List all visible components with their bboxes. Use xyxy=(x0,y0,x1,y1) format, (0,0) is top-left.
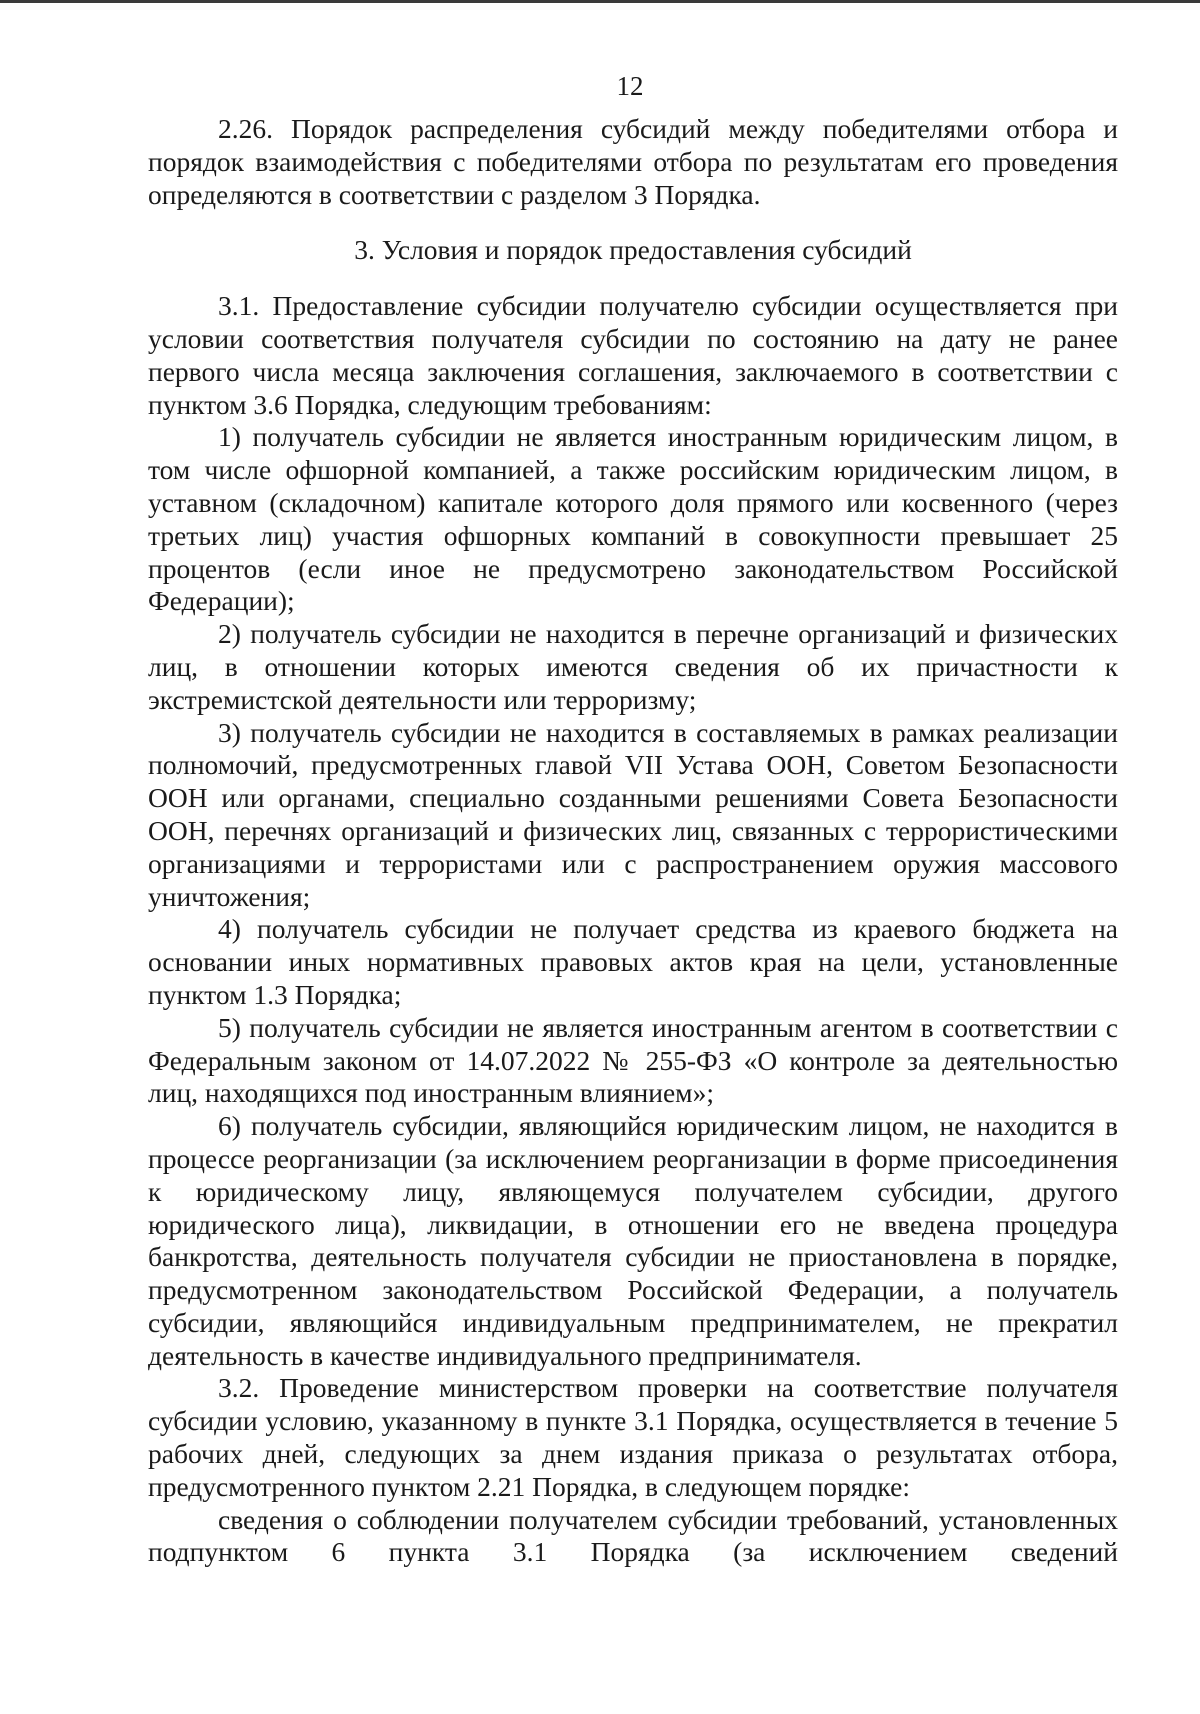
requirement-item-3: 3) получатель субсидии не находится в составляемых в рамках реализации полномочий, предусмотренных главой VII Устава ООН, Советом Безопасности ООН или органами, специально созданными решениями Совета Безопасности ООН, перечнях организаций и физических лиц, связанных с террористическими организациями и террористами или с распространением оружия массового уничтожения; xyxy=(148,716,1118,912)
page-number: 12 xyxy=(616,71,644,101)
section-heading: 3. Условия и порядок предоставления субсидий xyxy=(354,234,912,266)
paragraph-3-2: 3.2. Проведение министерством проверки на соответствие получателя субсидии условию, указанному в пункте 3.1 Порядка, осуществляется в течение 5 рабочих дней, следующих за днем издания приказа о результатах отбора, предусмотренного пунктом 2.21 Порядка, в следующем порядке: xyxy=(148,1372,1118,1502)
paragraph-3-1: 3.1. Предоставление субсидии получателю субсидии осуществляется при условии соответствия получателя субсидии по состоянию на дату не ранее первого числа месяца заключения соглашения, заключаемого в соответствии с пунктом 3.6 Порядка, следующим требованиям: xyxy=(148,290,1118,420)
paragraph-svedeniya: сведения о соблюдении получателем субсидии требований, установленных подпунктом 6 пункта 3.1 Порядка (за исключением сведений xyxy=(148,1503,1118,1568)
requirement-item-6: 6) получатель субсидии, являющийся юридическим лицом, не находится в процессе реорганизации (за исключением реорганизации в форме присоединения к юридическому лицу, являющемуся получателем субсидии, другого юридического лица), ликвидации, в отношении его не введена процедура банкротства, деятельность получателя субсидии не приостановлена в порядке, предусмотренном законодательством Российской Федерации, а получатель субсидии, являющийся индивидуальным предпринимателем, не прекратил деятельность в качестве индивидуального предпринимателя. xyxy=(148,1110,1118,1371)
scan-top-edge xyxy=(0,0,1200,3)
requirement-item-2: 2) получатель субсидии не находится в перечне организаций и физических лиц, в отношении которых имеются сведения об их причастности к экстремистской деятельности или терроризму; xyxy=(148,618,1118,715)
requirement-item-5: 5) получатель субсидии не является иностранным агентом в соответствии с Федеральным законом от 14.07.2022 № 255-ФЗ «О контроле за деятельностью лиц, находящихся под иностранным влиянием»; xyxy=(148,1011,1118,1109)
document-body xyxy=(148,113,1118,1569)
requirement-item-4: 4) получатель субсидии не получает средства из краевого бюджета на основании иных нормативных правовых актов края на цели, установленные пунктом 1.3 Порядка; xyxy=(148,913,1118,1010)
requirement-item-1: 1) получатель субсидии не является иностранным юридическим лицом, в том числе офшорной компанией, а также российским юридическим лицом, в уставном (складочном) капитале которого доля прямого или косвенного (через третьих лиц) участия офшорных компаний в совокупности превышает 25 процентов (если иное не предусмотрено законодательством Российской Федерации); xyxy=(148,421,1118,617)
paragraph-2-26: 2.26. Порядок распределения субсидий между победителями отбора и порядок взаимодействия с победителями отбора по результатам его проведения определяются в соответствии с разделом 3 Порядка. xyxy=(148,113,1118,210)
